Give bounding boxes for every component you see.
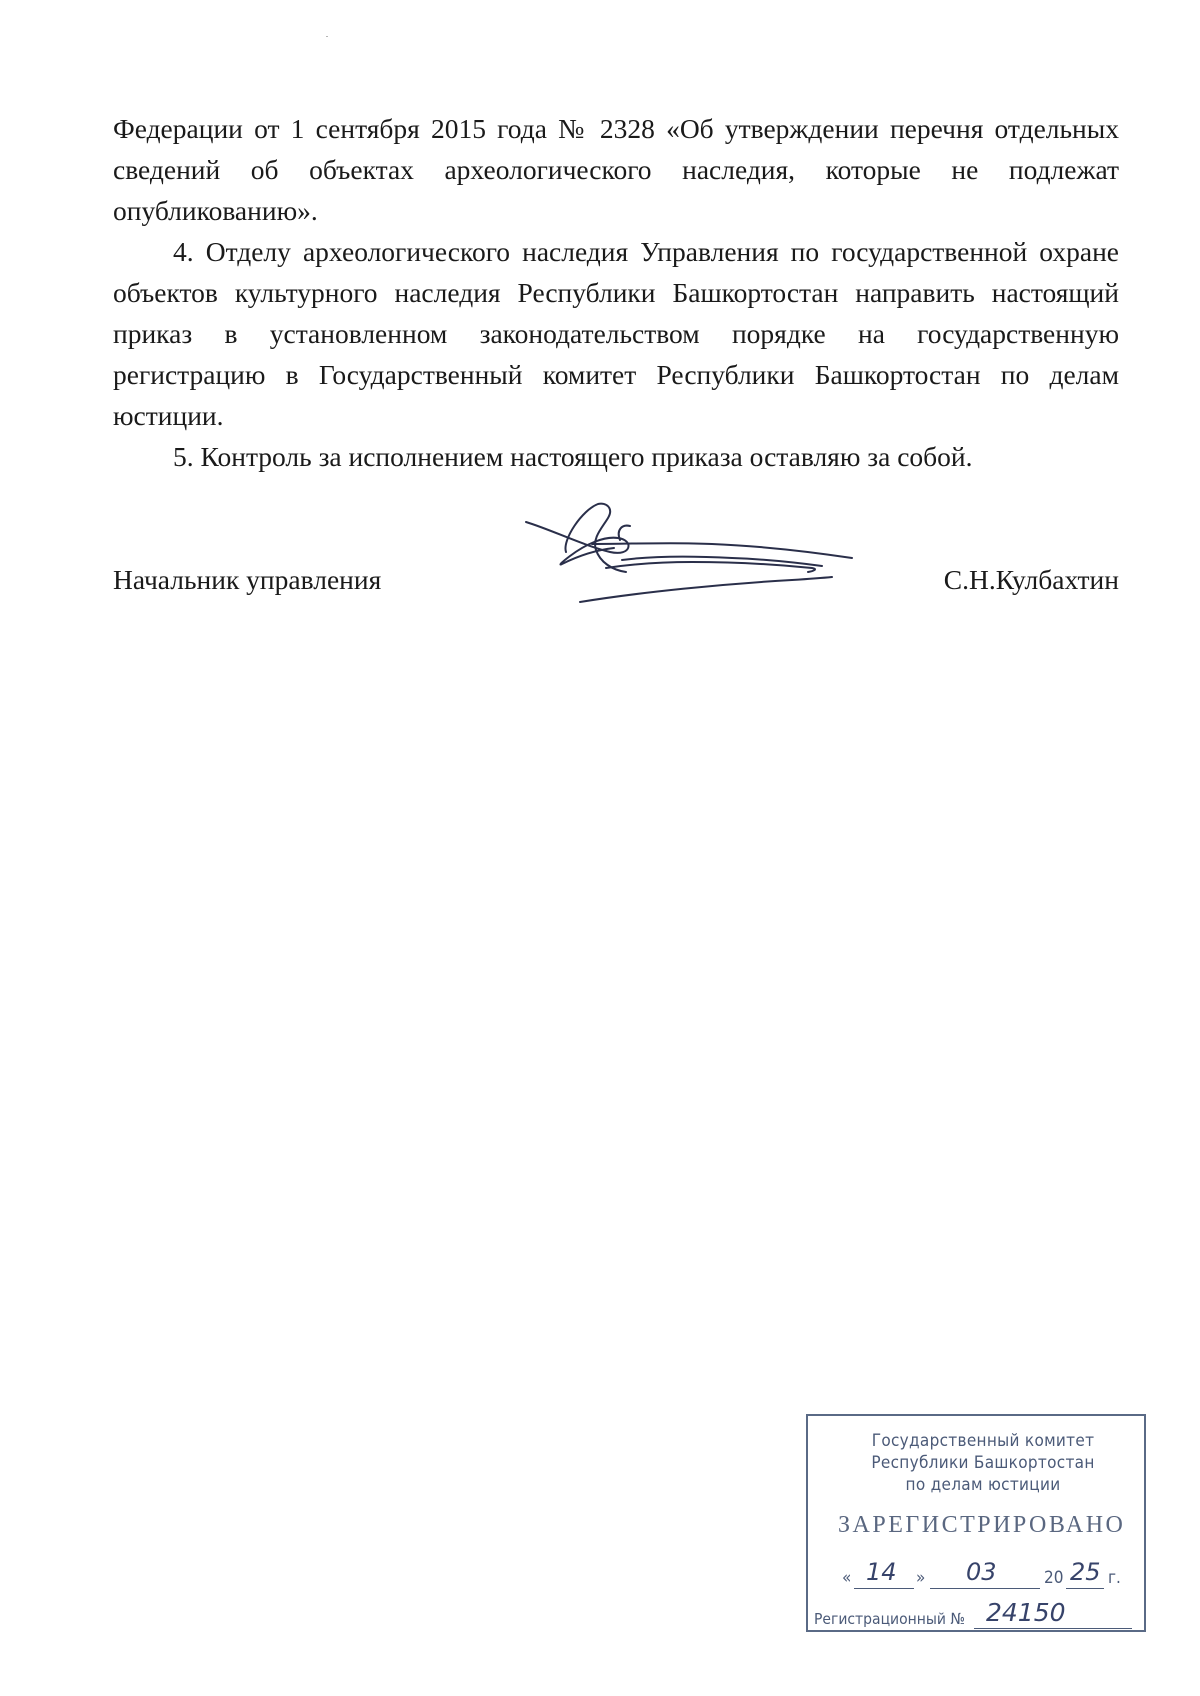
date-month: 03 — [966, 1558, 997, 1586]
date-month-line — [930, 1588, 1040, 1589]
date-year-prefix: 20 — [1044, 1568, 1064, 1588]
registration-stamp — [806, 1414, 1146, 1632]
signature-block — [113, 560, 1119, 600]
position-title: Начальник управления — [113, 564, 382, 595]
date-year-unit: г. — [1108, 1568, 1121, 1588]
paragraph-item-4: 4. Отделу археологического наследия Управления по государственной охране объектов культурного наследия Республики Башкортостан направить настоящий приказ в установленном законодательством порядке на государственную регистрацию в Государственный комитет Республики Башкортостан по делам юстиции. — [113, 236, 1119, 431]
date-close-quote: » — [916, 1568, 926, 1588]
stamp-org-line: Государственный комитет — [871, 1431, 1095, 1451]
stamp-date — [838, 1558, 1128, 1592]
paragraph-item-5: 5. Контроль за исполнением настоящего приказа оставляю за собой. — [173, 441, 973, 472]
registration-number: 24150 — [986, 1598, 1066, 1627]
registration-label: Регистрационный № — [814, 1610, 965, 1628]
signatory-name: С.Н.Кулбахтин — [943, 564, 1119, 595]
date-day: 14 — [866, 1558, 897, 1586]
scan-artifact — [326, 36, 328, 37]
registration-line — [974, 1628, 1132, 1629]
stamp-organization — [848, 1430, 1118, 1496]
date-open-quote: « — [842, 1568, 852, 1588]
document-body — [113, 108, 1119, 477]
stamp-org-line: Республики Башкортостан — [871, 1453, 1095, 1473]
date-year-line — [1066, 1588, 1104, 1589]
date-day-line — [854, 1588, 914, 1589]
stamp-registration-number — [814, 1598, 1134, 1632]
paragraph-continuation: Федерации от 1 сентября 2015 года № 2328 «Об утверждении перечня отдельных сведений об объектах археологического наследия, которые не подлежат опубликованию». — [113, 113, 1119, 226]
stamp-org-line: по делам юстиции — [905, 1475, 1061, 1495]
stamp-status: ЗАРЕГИСТРИРОВАНО — [838, 1512, 1126, 1538]
date-year-suffix: 25 — [1070, 1558, 1101, 1586]
